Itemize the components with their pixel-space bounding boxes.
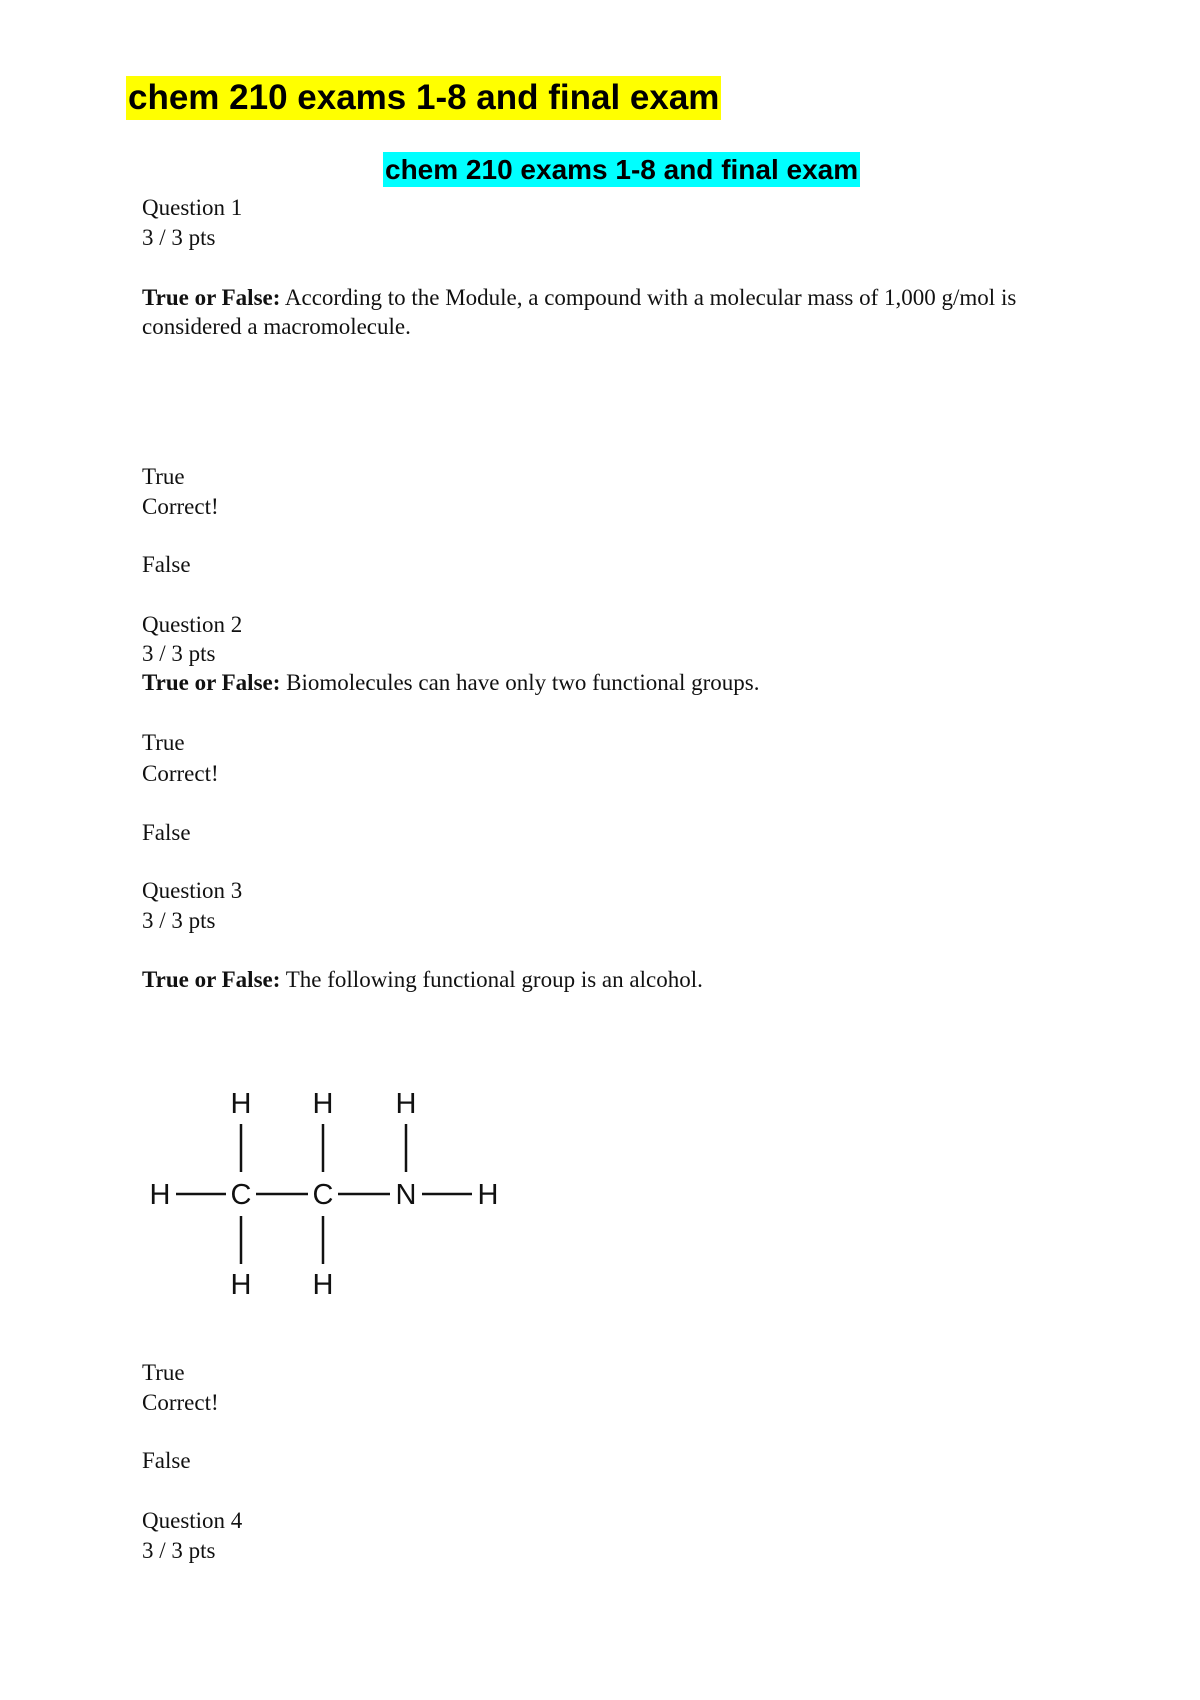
question-2-option-true[interactable]: True — [142, 730, 185, 755]
document-title: chem 210 exams 1-8 and final exam — [126, 76, 721, 120]
question-3-points: 3 / 3 pts — [142, 908, 216, 933]
atom-h-bottom-1: H — [230, 1269, 252, 1301]
question-3-option-false[interactable]: False — [142, 1448, 191, 1473]
question-2-prompt — [142, 668, 759, 697]
atom-h-top-2: H — [312, 1088, 334, 1120]
question-2-points: 3 / 3 pts — [142, 641, 216, 666]
question-2-option-false[interactable]: False — [142, 820, 191, 845]
atom-h-top-3: H — [395, 1088, 417, 1120]
ethylamine-structure-diagram — [140, 1080, 520, 1310]
question-1-prompt-text: According to the Module, a compound with a molecular mass of 1,000 g/mol is considered a macromolecule. — [142, 285, 1017, 339]
question-1-option-true[interactable]: True — [142, 464, 185, 489]
question-3-option-true[interactable]: True — [142, 1360, 185, 1385]
question-2-number: Question 2 — [142, 612, 243, 637]
atom-h-bottom-2: H — [312, 1269, 334, 1301]
question-2-feedback: Correct! — [142, 761, 219, 786]
question-3-prompt-label: True or False: — [142, 967, 281, 992]
document-subtitle: chem 210 exams 1-8 and final exam — [385, 154, 859, 185]
atom-h-left: H — [149, 1179, 171, 1211]
question-4-number: Question 4 — [142, 1508, 243, 1533]
question-3-feedback: Correct! — [142, 1390, 219, 1415]
question-1-option-false[interactable]: False — [142, 552, 191, 577]
atom-c2: C — [312, 1179, 334, 1211]
question-3-number: Question 3 — [142, 878, 243, 903]
question-1-feedback: Correct! — [142, 494, 219, 519]
atom-h-top-1: H — [230, 1088, 252, 1120]
question-1-prompt-label: True or False: — [142, 285, 281, 310]
question-4-points: 3 / 3 pts — [142, 1538, 216, 1563]
question-1-prompt — [142, 283, 1062, 341]
question-1-points: 3 / 3 pts — [142, 225, 216, 250]
question-3-prompt-text: The following functional group is an alcohol. — [280, 967, 703, 992]
question-2-prompt-text: Biomolecules can have only two functional groups. — [280, 670, 760, 695]
atom-n: N — [395, 1179, 417, 1211]
atom-c1: C — [230, 1179, 252, 1211]
atom-h-right: H — [477, 1179, 499, 1211]
question-1-number: Question 1 — [142, 195, 243, 220]
question-2-prompt-label: True or False: — [142, 670, 281, 695]
question-3-prompt — [142, 965, 703, 994]
